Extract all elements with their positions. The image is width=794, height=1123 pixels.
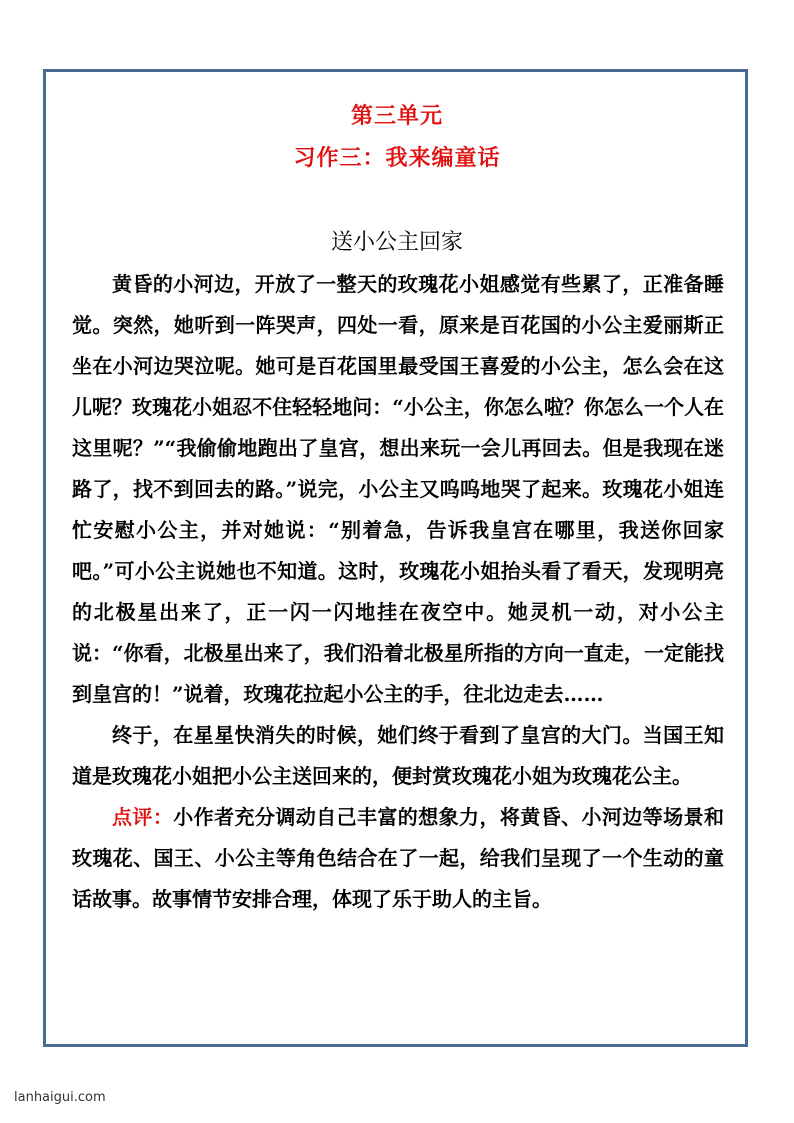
footer-site-url: lanhaigui.com: [14, 1090, 106, 1105]
story-body: [72, 264, 724, 920]
comment-text: 小作者充分调动自己丰富的想象力，将黄昏、小河边等场景和玫瑰花、国王、小公主等角色结合在了一起，给我们呈现了一个生动的童话故事。故事情节安排合理，体现了乐于助人的主旨。: [72, 805, 725, 911]
exercise-title: 习作三：我来编童话: [293, 145, 501, 171]
comment-paragraph: [72, 797, 724, 920]
unit-title: 第三单元: [350, 103, 443, 129]
comment-label: 点评：: [112, 805, 174, 829]
story-paragraph-2: 终于，在星星快消失的时候，她们终于看到了皇宫的大门。当国王知道是玫瑰花小姐把小公主送回来的，便封赏玫瑰花小姐为玫瑰花公主。: [72, 723, 724, 788]
story-paragraph-1: 黄昏的小河边，开放了一整天的玫瑰花小姐感觉有些累了，正准备睡觉。突然，她听到一阵哭声，四处一看，原来是百花国的小公主爱丽斯正坐在小河边哭泣呢。她可是百花国里最受国王喜爱的小公主，怎么会在这儿呢？玫瑰花小姐忍不住轻轻地问：“小公主，你怎么啦？你怎么一个人在这里呢？”“我偷偷地跑出了皇宫，想出来玩一会儿再回去。但是我现在迷路了，找不到回去的路。”说完，小公主又呜呜地哭了起来。玫瑰花小姐连忙安慰小公主，并对她说：“别着急，告诉我皇宫在哪里，我送你回家吧。”可小公主说她也不知道。这时，玫瑰花小姐抬头看了看天，发现明亮的北极星出来了，正一闪一闪地挂在夜空中。她灵机一动，对小公主说：“你看，北极星出来了，我们沿着北极星所指的方向一直走，一定能找到皇宫的！”说着，玫瑰花拉起小公主的手，往北边走去……: [72, 272, 724, 706]
story-title: 送小公主回家: [330, 230, 463, 255]
